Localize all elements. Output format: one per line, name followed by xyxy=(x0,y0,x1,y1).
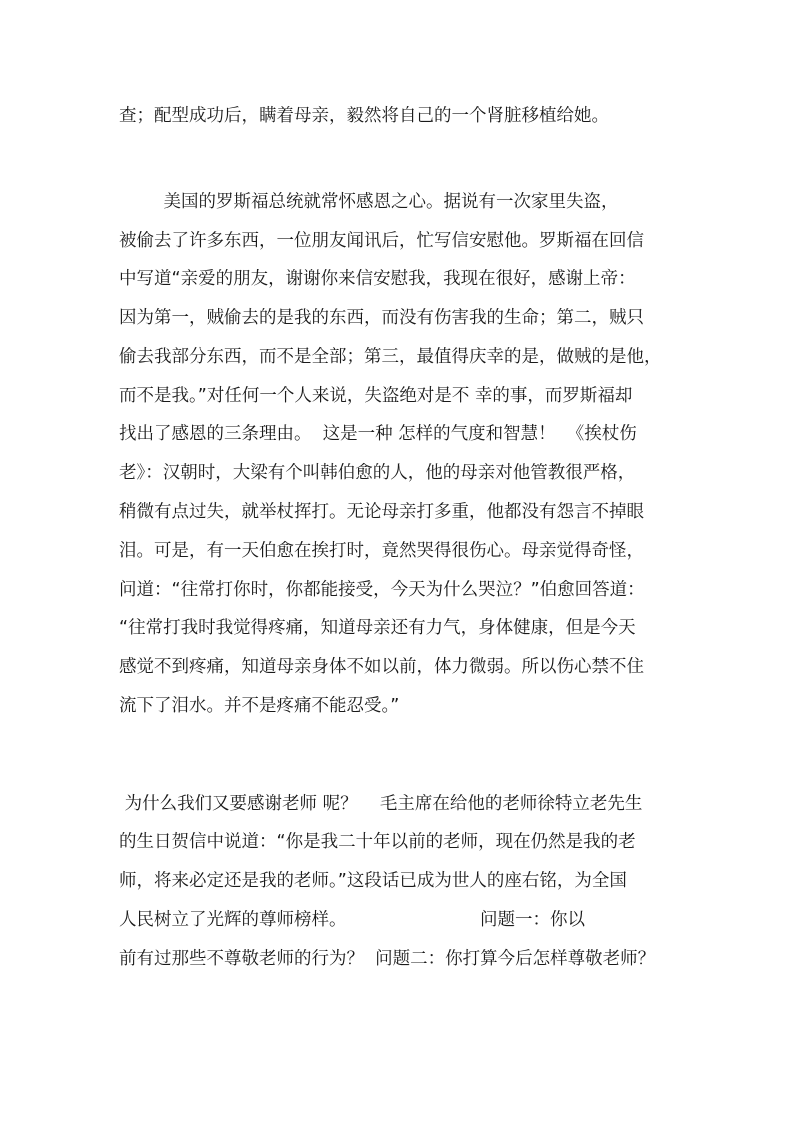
text-line: 因为第一，贼偷去的是我的东西，而没有伤害我的生命；第二，贼只 xyxy=(119,308,644,328)
text-line: “往常打我时我觉得疼痛，知道母亲还有力气，身体健康，但是今天 xyxy=(119,618,636,638)
text-line: 查；配型成功后，瞒着母亲，毅然将自己的一个肾脏移植给她。 xyxy=(119,106,609,126)
text-line: 找出了感恩的三条理由。 这是一种 怎样的气度和智慧！ 《挨杖伤 xyxy=(119,424,637,444)
text-line: 被偷去了许多东西，一位朋友闻讯后，忙写信安慰他。罗斯福在回信 xyxy=(119,231,644,251)
text-line: 流下了泪水。并不是疼痛不能忍受。” xyxy=(119,696,400,716)
text-line: 偷去我部分东西，而不是全部；第三，最值得庆幸的是，做贼的是他， xyxy=(119,347,662,367)
text-line: 师，将来必定还是我的老师。”这段话已成为世人的座右铭，为全国 xyxy=(119,871,627,891)
text-line: 而不是我。”对任何一个人来说，失盗绝对是不 幸的事，而罗斯福却 xyxy=(119,386,633,406)
text-line: 问道：“往常打你时，你都能接受，今天为什么哭泣？”伯愈回答道： xyxy=(119,580,645,600)
text-line: 泪。可是，有一天伯愈在挨打时，竟然哭得很伤心。母亲觉得奇怪， xyxy=(119,541,644,561)
text-line: 美国的罗斯福总统就常怀感恩之心。据说有一次家里失盗， xyxy=(119,192,619,212)
text-line: 前有过那些不尊敬老师的行为？ 问题二：你打算今后怎样尊敬老师？ xyxy=(119,949,656,969)
text-line: 中写道“亲爱的朋友，谢谢你来信安慰我，我现在很好，感谢上帝： xyxy=(119,269,636,289)
text-line: 的生日贺信中说道：“你是我二十年以前的老师，现在仍然是我的老 xyxy=(119,832,636,852)
text-line: 老》：汉朝时，大梁有个叫韩伯愈的人，他的母亲对他管教很严格， xyxy=(119,463,636,483)
text-line: 感觉不到疼痛，知道母亲身体不如以前，体力微弱。所以伤心禁不住 xyxy=(119,657,644,677)
text-line: 为什么我们又要感谢老师 呢？ 毛主席在给他的老师徐特立老先生 xyxy=(119,794,643,814)
text-line: 稍微有点过失，就举杖挥打。无论母亲打多重，他都没有怨言不掉眼 xyxy=(119,502,644,522)
text-line: 人民树立了光辉的尊师榜样。 问题一：你以 xyxy=(119,910,586,930)
